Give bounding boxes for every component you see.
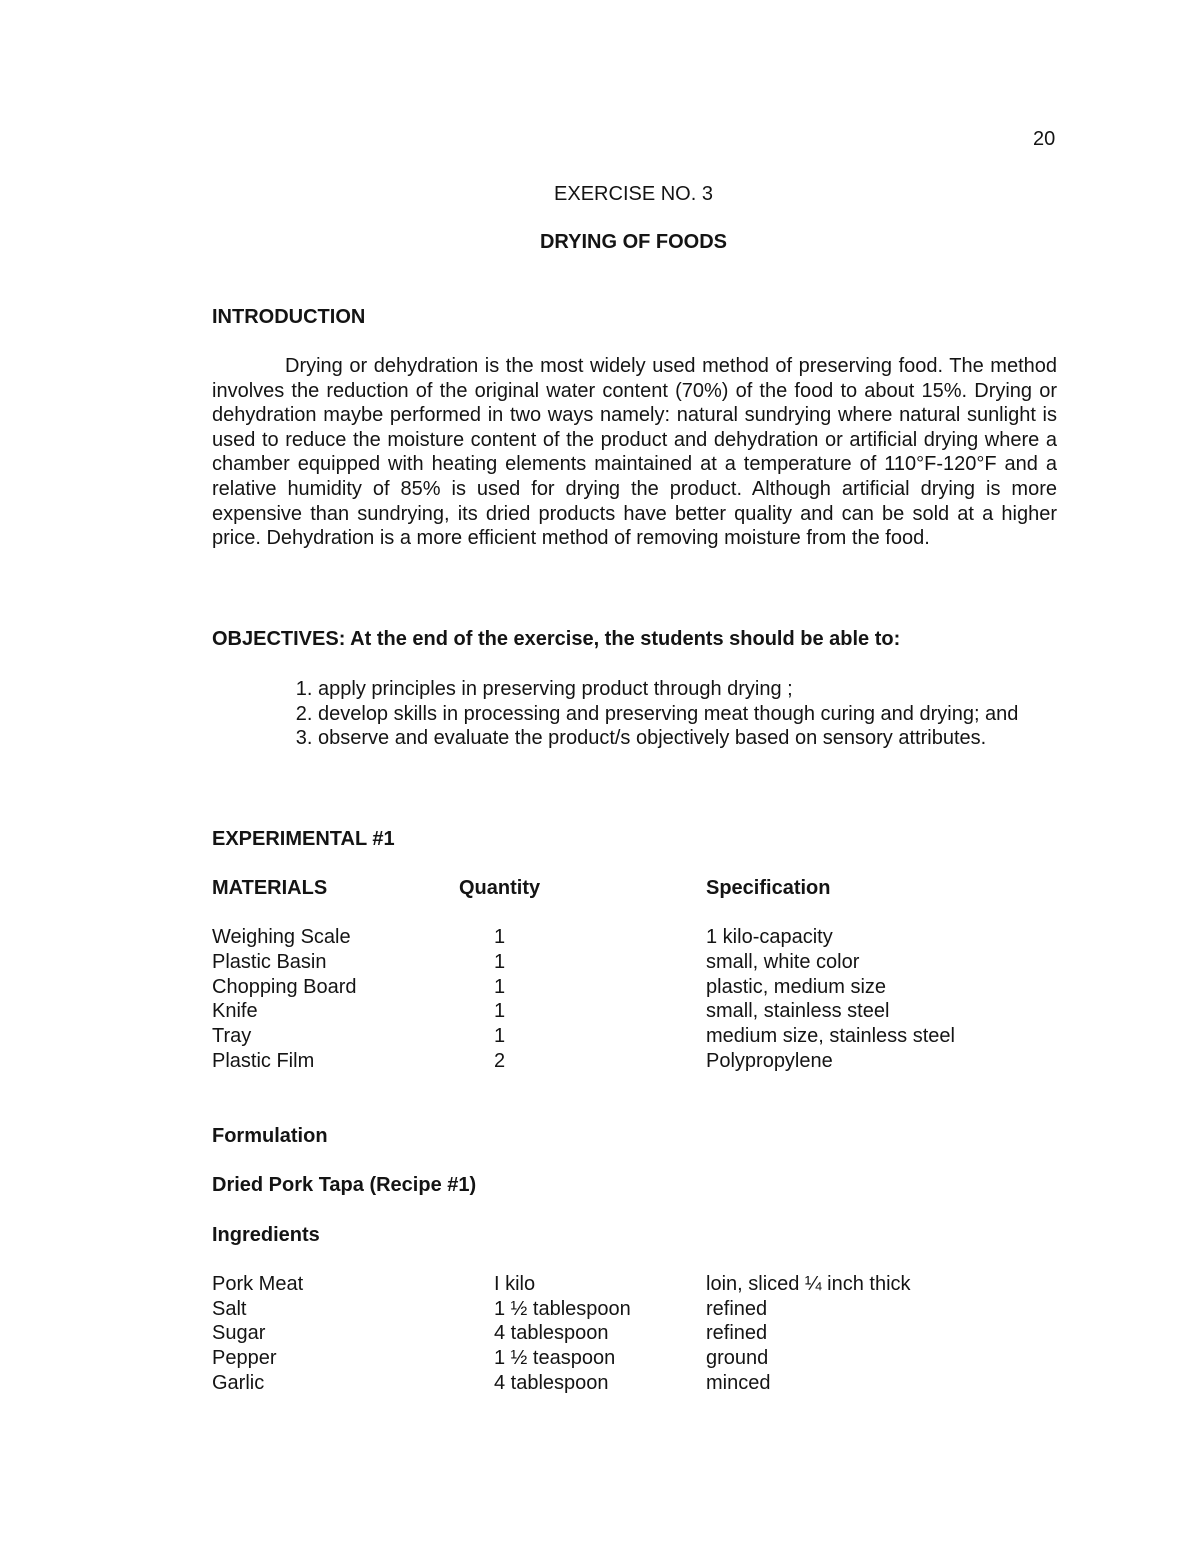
material-qty: 1 <box>494 1000 506 1022</box>
material-spec: small, white color <box>706 951 860 973</box>
ingredient-qty: 4 tablespoon <box>494 1372 609 1394</box>
material-name: Chopping Board <box>212 976 357 998</box>
ingredient-name: Pork Meat <box>212 1273 304 1295</box>
ingredient-name: Pepper <box>212 1347 277 1369</box>
ingredient-qty: 1 ½ teaspoon <box>494 1347 616 1369</box>
material-name: Plastic Film <box>212 1050 315 1072</box>
materials-header: MATERIALS <box>212 877 328 899</box>
objectives-heading: OBJECTIVES: At the end of the exercise, the students should be able to: <box>212 628 901 650</box>
material-name: Weighing Scale <box>212 926 351 948</box>
material-spec: Polypropylene <box>706 1050 833 1072</box>
quantity-header: Quantity <box>459 877 541 899</box>
material-qty: 1 <box>494 951 506 973</box>
ingredient-spec: refined <box>706 1322 768 1344</box>
ingredients-heading: Ingredients <box>212 1224 320 1246</box>
material-qty: 1 <box>494 926 506 948</box>
introduction-heading: INTRODUCTION <box>212 306 366 328</box>
ingredient-qty: I kilo <box>494 1273 536 1295</box>
ingredient-spec: minced <box>706 1372 771 1394</box>
ingredient-name: Sugar <box>212 1322 266 1344</box>
ingredient-qty: 1 ½ tablespoon <box>494 1298 631 1320</box>
objectives-list <box>250 677 1058 751</box>
material-qty: 2 <box>494 1050 506 1072</box>
material-spec: 1 kilo-capacity <box>706 926 833 948</box>
material-name: Plastic Basin <box>212 951 327 973</box>
recipe-title: Dried Pork Tapa (Recipe #1) <box>212 1174 477 1196</box>
objective-item: 1. apply principles in preserving product through drying ; <box>318 677 1058 702</box>
material-name: Knife <box>212 1000 258 1022</box>
ingredient-spec: refined <box>706 1298 768 1320</box>
objective-item: 2. develop skills in processing and preserving meat though curing and drying; and <box>318 702 1058 727</box>
ingredient-spec: ground <box>706 1347 769 1369</box>
material-qty: 1 <box>494 1025 506 1047</box>
page-number: 20 <box>1033 128 1056 150</box>
formulation-heading: Formulation <box>212 1125 328 1147</box>
ingredient-name: Garlic <box>212 1372 265 1394</box>
material-qty: 1 <box>494 976 506 998</box>
material-name: Tray <box>212 1025 252 1047</box>
specification-header: Specification <box>706 877 831 899</box>
main-title: DRYING OF FOODS <box>539 231 728 253</box>
material-spec: small, stainless steel <box>706 1000 890 1022</box>
material-spec: plastic, medium size <box>706 976 887 998</box>
objective-item: 3. observe and evaluate the product/s objectively based on sensory attributes. <box>318 726 1058 751</box>
material-spec: medium size, stainless steel <box>706 1025 955 1047</box>
introduction-text: Drying or dehydration is the most widely used method of preserving food. The method involves the reduction of the original water content (70%) of the food to about 15%. Drying or dehydration maybe performed in two ways namely: natural sundrying where natural sunlight is used to reduce the moisture content of the product and dehydration or artificial drying where a chamber equipped with heating elements maintained at a temperature of 110°F-120°F and a relative humidity of 85% is used for drying the product. Although artificial drying is more expensive than sundrying, its dried products have better quality and can be sold at a higher price. Dehydration is a more efficient method of removing moisture from the food. <box>212 355 1057 550</box>
ingredient-spec: loin, sliced ¼ inch thick <box>706 1273 911 1295</box>
experimental-heading: EXPERIMENTAL #1 <box>212 828 395 850</box>
introduction-paragraph <box>212 354 1057 551</box>
ingredient-qty: 4 tablespoon <box>494 1322 609 1344</box>
ingredient-name: Salt <box>212 1298 247 1320</box>
exercise-title: EXERCISE NO. 3 <box>554 183 713 205</box>
